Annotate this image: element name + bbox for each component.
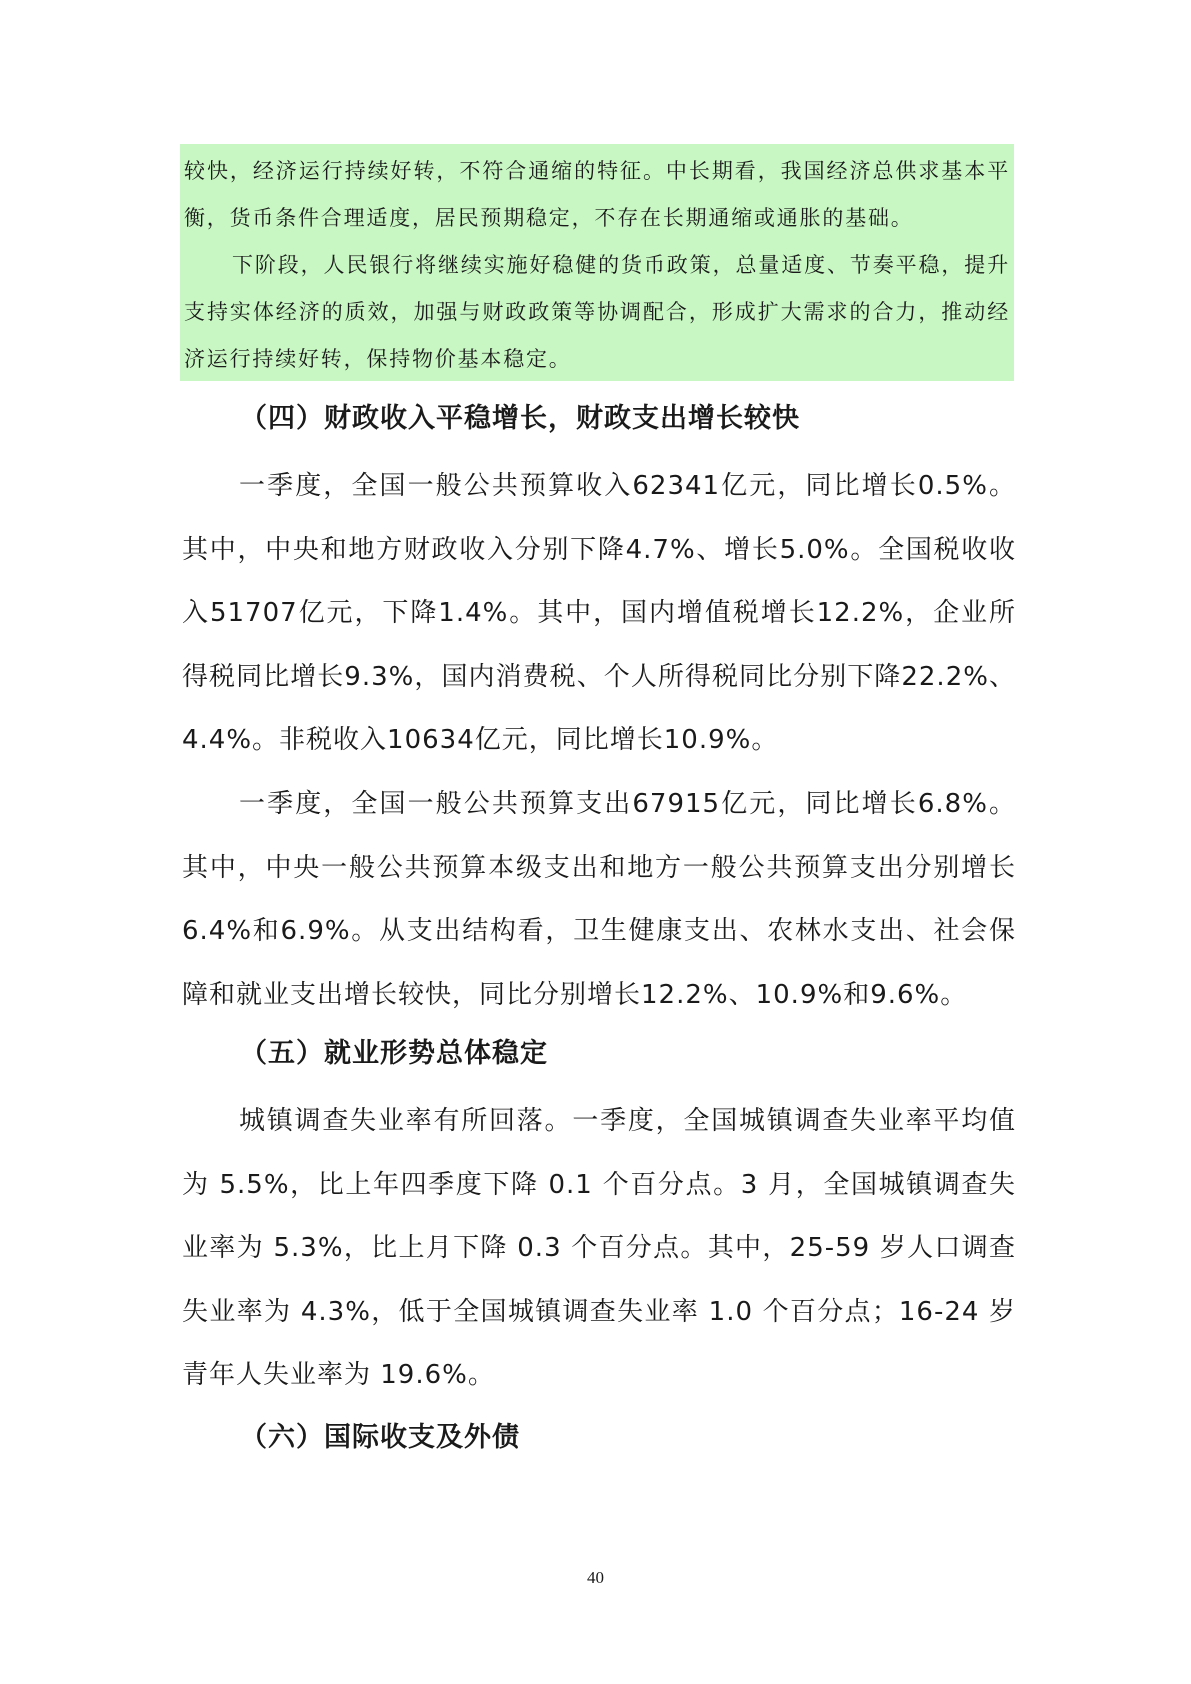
section-heading-fiscal: （四）财政收入平稳增长，财政支出增长较快 bbox=[240, 403, 800, 434]
box-paragraph-next: 下阶段，人民银行将继续实施好稳健的货币政策，总量适度、节奏平稳，提升支持实体经济的质效，加强与财政政策等协调配合，形成扩大需求的合力，推动经济运行持续好转，保持物价基本稳定。 bbox=[184, 253, 1010, 371]
box-paragraph-continuation: 较快，经济运行持续好转，不符合通缩的特征。中长期看，我国经济总供求基本平衡，货币条件合理适度，居民预期稳定，不存在长期通缩或通胀的基础。 bbox=[184, 159, 1010, 230]
fiscal-revenue-paragraph: 一季度，全国一般公共预算收入62341亿元，同比增长0.5%。其中，中央和地方财政收入分别下降4.7%、增长5.0%。全国税收收入51707亿元，下降1.4%。其中，国内增值税增长12.2%，企业所得税同比增长9.3%，国内消费税、个人所得税同比分别下降22.2%、4.4%。非税收入10634亿元，同比增长10.9%。 bbox=[182, 471, 1016, 755]
employment-paragraph: 城镇调查失业率有所回落。一季度，全国城镇调查失业率平均值为 5.5%，比上年四季度下降 0.1 个百分点。3 月，全国城镇调查失业率为 5.3%，比上月下降 0.3 个百分点。其中，25-59 岁人口调查失业率为 4.3%，低于全国城镇调查失业率 1.0 个百分点；16-24 岁青年人失业率为 19.6%。 bbox=[182, 1106, 1016, 1390]
fiscal-expenditure-paragraph: 一季度，全国一般公共预算支出67915亿元，同比增长6.8%。其中，中央一般公共预算本级支出和地方一般公共预算支出分别增长6.4%和6.9%。从支出结构看，卫生健康支出、农林水支出、社会保障和就业支出增长较快，同比分别增长12.2%、10.9%和9.6%。 bbox=[182, 789, 1016, 1010]
section-heading-balance-of-payments: （六）国际收支及外债 bbox=[240, 1422, 520, 1453]
section-heading-employment: （五）就业形势总体稳定 bbox=[240, 1038, 548, 1069]
highlighted-text-box bbox=[180, 144, 1014, 381]
page-number: 40 bbox=[587, 1568, 604, 1587]
